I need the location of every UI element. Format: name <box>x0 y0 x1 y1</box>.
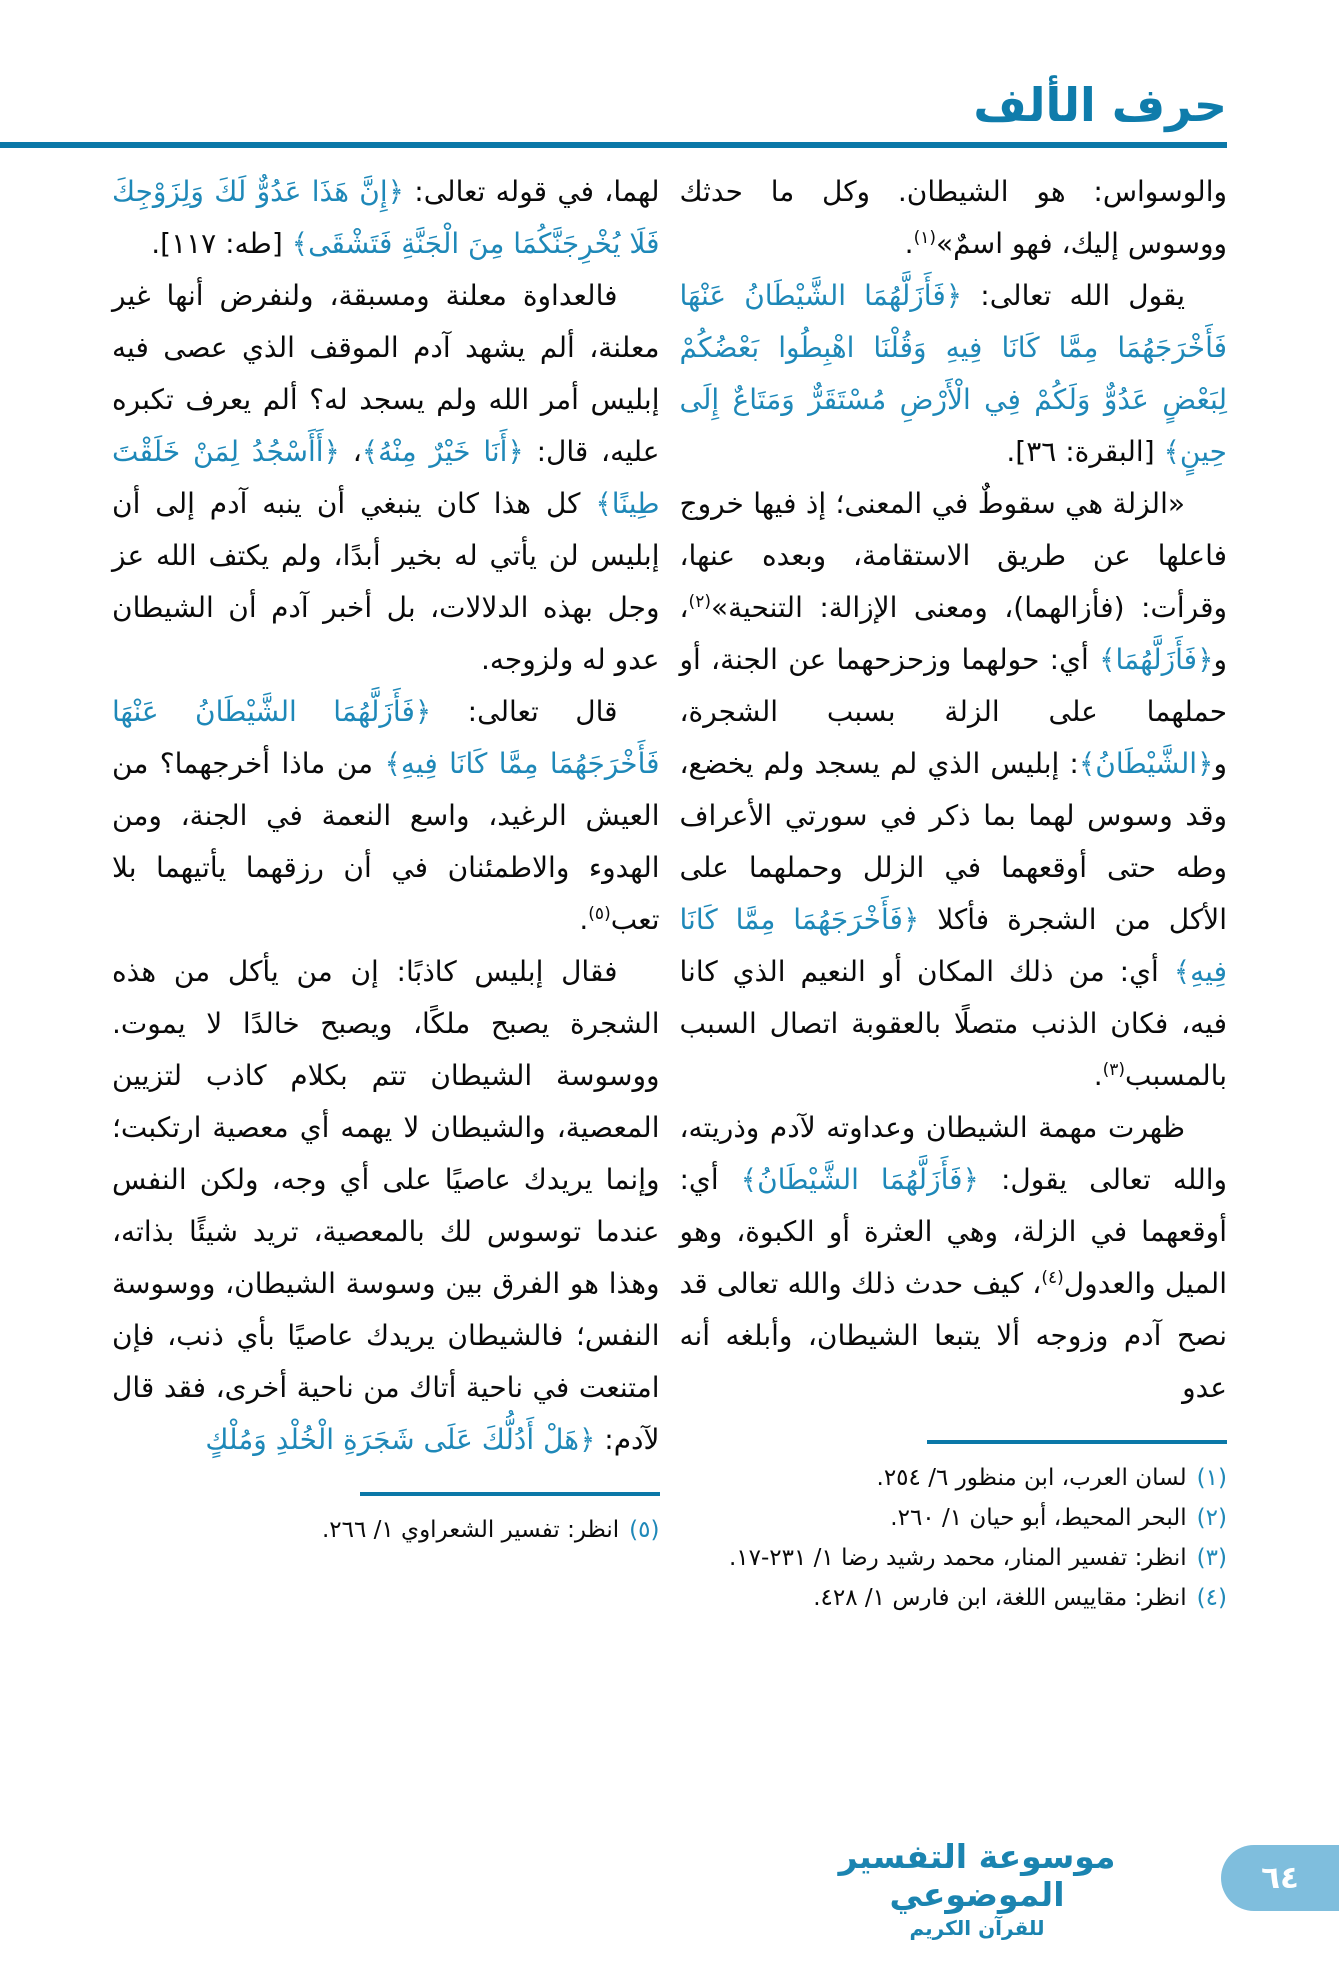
footnote-number: (٢) <box>1196 1505 1227 1531</box>
footnote-number: (٣) <box>1196 1545 1227 1571</box>
quran-verse: ﴿أَنَا خَيْرٌ مِنْهُ﴾ <box>361 435 524 468</box>
footnote-text: البحر المحيط، أبو حيان ١/ ٢٦٠. <box>890 1505 1187 1531</box>
footnote-separator <box>927 1440 1227 1444</box>
right-column <box>680 166 1228 1618</box>
paragraph: «الزلة هي سقوطٌ في المعنى؛ إذ فيها خروج فاعلها عن طريق الاستقامة، وبعده عنها، وقرأت: (فأزالهما)، ومعنى الإزالة: التنحية»$^{(٢)}$، و﴿فَأَزَلَّهُمَا﴾ أي: حولهما وزحزحهما عن الجنة، أو حملهما على الزلة بسبب الشجرة، و﴿الشَّيْطَانُ﴾: إبليس الذي لم يسجد ولم يخضع، وقد وسوس لهما بما ذكر في سورتي الأعراف وطه حتى أوقعهما في الزلل وحملهما على الأكل من الشجرة فأكلا ﴿فَأَخْرَجَهُمَا مِمَّا كَانَا فِيهِ﴾ أي: من ذلك المكان أو النعيم الذي كانا فيه، فكان الذنب متصلًا بالعقوبة اتصال السبب بالمسبب$^{(٣)}$. <box>679 487 1227 1092</box>
logo-title: موسوعة التفسير الموضوعي <box>838 1837 1116 1915</box>
page-number: ٦٤ <box>1261 1860 1299 1896</box>
left-column-body <box>112 166 660 1466</box>
quran-verse: ﴿فَأَزَلَّهُمَا الشَّيْطَانُ عَنْهَا فَأَخْرَجَهُمَا مِمَّا كَانَا فِيهِ﴾ <box>112 695 660 780</box>
footnote-marker: (١) <box>913 228 936 248</box>
footnote-marker: (٣) <box>1102 1060 1126 1080</box>
paragraph: فالعداوة معلنة ومسبقة، ولنفرض أنها غير معلنة، ألم يشهد آدم الموقف الذي عصى فيه إبليس أمر الله ولم يسجد له؟ ألم يعرف تكبره عليه، قال: ﴿أَنَا خَيْرٌ مِنْهُ﴾، ﴿أَأَسْجُدُ لِمَنْ خَلَقْتَ طِينًا﴾ كل هذا كان ينبغي أن ينبه آدم إلى أن إبليس لن يأتي له بخير أبدًا، ولم يكتف الله عز وجل بهذه الدلالات، بل أخبر آدم أن الشيطان عدو له ولزوجه. <box>112 279 660 676</box>
quran-verse: ﴿إِنَّ هَذَا عَدُوٌّ لَكَ وَلِزَوْجِكَ فَلَا يُخْرِجَنَّكُمَا مِنَ الْجَنَّةِ فَتَشْقَى﴾ <box>112 175 660 260</box>
footnote <box>680 1538 1228 1578</box>
footnote-number: (٤) <box>1196 1585 1227 1611</box>
quran-verse: ﴿فَأَزَلَّهُمَا﴾ <box>1099 643 1214 676</box>
book-page <box>0 78 1339 1968</box>
footnote-separator <box>360 1492 660 1496</box>
quran-verse: ﴿الشَّيْطَانُ﴾ <box>1078 747 1214 780</box>
quran-verse: ﴿فَأَزَلَّهُمَا الشَّيْطَانُ عَنْهَا فَأَخْرَجَهُمَا مِمَّا كَانَا فِيهِ وَقُلْنَا اهْبِطُوا بَعْضُكُمْ لِبَعْضٍ عَدُوٌّ وَلَكُمْ فِي الْأَرْضِ مُسْتَقَرٌّ وَمَتَاعٌ إِلَى حِينٍ﴾ <box>679 279 1227 468</box>
footnote-number: (١) <box>1196 1465 1227 1491</box>
quran-verse: ﴿فَأَزَلَّهُمَا الشَّيْطَانُ﴾ <box>740 1163 979 1196</box>
paragraph: ظهرت مهمة الشيطان وعداوته لآدم وذريته، والله تعالى يقول: ﴿فَأَزَلَّهُمَا الشَّيْطَانُ﴾ أي: أوقعهما في الزلة، وهي العثرة أو الكبوة، وهو الميل والعدول$^{(٤)}$، كيف حدث ذلك والله تعالى قد نصح آدم وزوجه ألا يتبعا الشيطان، وأبلغه أنه عدو <box>679 1111 1228 1404</box>
quran-verse: ﴿فَأَخْرَجَهُمَا مِمَّا كَانَا فِيهِ﴾ <box>679 903 1227 988</box>
footnote <box>680 1578 1228 1618</box>
footnote <box>680 1458 1228 1498</box>
paragraph: لهما، في قوله تعالى: ﴿إِنَّ هَذَا عَدُوٌّ لَكَ وَلِزَوْجِكَ فَلَا يُخْرِجَنَّكُمَا مِنَ الْجَنَّةِ فَتَشْقَى﴾ [طه: ١١٧]. <box>112 175 660 260</box>
left-column-footnotes <box>112 1510 660 1550</box>
quran-verse: ﴿هَلْ أَدُلُّكَ عَلَى شَجَرَةِ الْخُلْدِ وَمُلْكٍ <box>205 1423 596 1456</box>
chapter-title: حرف الألف <box>973 78 1227 132</box>
footnote-text: انظر: تفسير الشعراوي ١/ ٢٦٦. <box>321 1517 620 1543</box>
page-number-badge <box>1221 1845 1339 1911</box>
paragraph: فقال إبليس كاذبًا: إن من يأكل من هذه الشجرة يصبح ملكًا، ويصبح خالدًا لا يموت. ووسوسة الشيطان تتم بكلام كاذب لتزيين المعصية، والشيطان لا يهمه أي معصية ارتكبت؛ وإنما يريدك عاصيًا على أي وجه، ولكن النفس عندما توسوس لك بالمعصية، تريد شيئًا بذاته، وهذا هو الفرق بين وسوسة الشيطان، ووسوسة النفس؛ فالشيطان يريدك عاصيًا بأي ذنب، فإن امتنعت في ناحية أتاك من ناحية أخرى، فقد قال لآدم: ﴿هَلْ أَدُلُّكَ عَلَى شَجَرَةِ الْخُلْدِ وَمُلْكٍ <box>112 955 660 1456</box>
footnote <box>112 1510 660 1550</box>
right-column-body <box>680 166 1228 1414</box>
footnote-number: (٥) <box>629 1517 660 1543</box>
right-column-footnotes <box>680 1458 1228 1618</box>
footnote-text: انظر: مقاييس اللغة، ابن فارس ١/ ٤٢٨. <box>813 1585 1187 1611</box>
footnote-marker: (٢) <box>688 592 711 612</box>
paragraph: قال تعالى: ﴿فَأَزَلَّهُمَا الشَّيْطَانُ عَنْهَا فَأَخْرَجَهُمَا مِمَّا كَانَا فِيهِ﴾ من ماذا أخرجهما؟ من العيش الرغيد، واسع النعمة في الجنة، ومن الهدوء والاطمئنان في أن رزقهما يأتيهما بلا تعب$^{(٥)}$. <box>112 695 660 936</box>
footnote-marker: (٤) <box>1041 1268 1064 1288</box>
paragraph: والوسواس: هو الشيطان. وكل ما حدثك ووسوس إليك، فهو اسمٌ»$^{(١)}$. <box>679 175 1227 260</box>
text-columns <box>0 148 1339 1618</box>
footnote <box>680 1498 1228 1538</box>
paragraph: يقول الله تعالى: ﴿فَأَزَلَّهُمَا الشَّيْطَانُ عَنْهَا فَأَخْرَجَهُمَا مِمَّا كَانَا فِيهِ وَقُلْنَا اهْبِطُوا بَعْضُكُمْ لِبَعْضٍ عَدُوٌّ وَلَكُمْ فِي الْأَرْضِ مُسْتَقَرٌّ وَمَتَاعٌ إِلَى حِينٍ﴾ [البقرة: ٣٦]. <box>679 279 1227 468</box>
page-header <box>0 78 1339 148</box>
left-column <box>112 166 660 1550</box>
publisher-logo <box>827 1838 1127 1940</box>
quran-verse: ﴿أَأَسْجُدُ لِمَنْ خَلَقْتَ طِينًا﴾ <box>112 435 660 520</box>
logo-subtitle: للقرآن الكريم <box>909 1916 1045 1940</box>
footnote-marker: (٥) <box>588 904 611 924</box>
footnote-text: انظر: تفسير المنار، محمد رشيد رضا ١/ ٢٣١-١٧. <box>728 1545 1187 1571</box>
footnote-text: لسان العرب، ابن منظور ٦/ ٢٥٤. <box>876 1465 1187 1491</box>
